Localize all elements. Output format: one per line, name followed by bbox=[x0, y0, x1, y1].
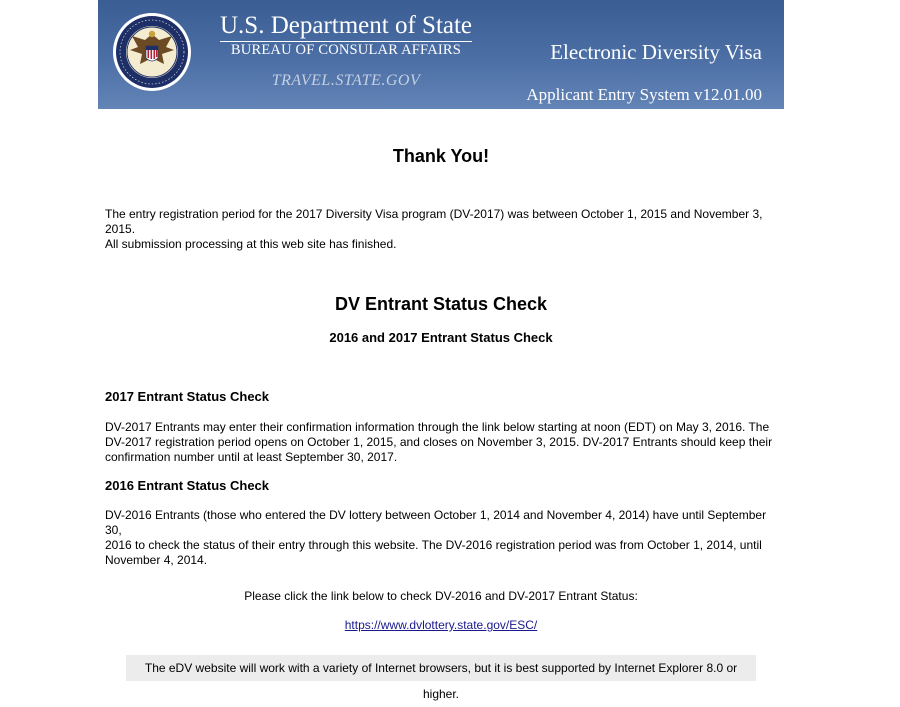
thank-you-heading: Thank You! bbox=[392, 146, 490, 166]
section-line: November 4, 2014. bbox=[105, 553, 208, 567]
travel-state-gov-label: TRAVEL.STATE.GOV bbox=[271, 72, 421, 89]
system-version: Applicant Entry System v12.01.00 bbox=[526, 85, 762, 104]
department-of-state-seal-icon bbox=[112, 12, 192, 92]
click-prompt: Please click the link below to check DV-2016 and DV-2017 Entrant Status: bbox=[244, 589, 638, 603]
section-body-2017 bbox=[105, 420, 777, 465]
browser-support-note: The eDV website will work with a variety of Internet browsers, but it is best supported by Internet Explorer 8.0 or higher. bbox=[126, 655, 756, 681]
section-heading-2017: 2017 Entrant Status Check bbox=[105, 389, 270, 404]
site-header bbox=[98, 0, 784, 109]
status-check-title: DV Entrant Status Check bbox=[334, 294, 548, 314]
closing-line: All submission processing at this web site has finished. bbox=[105, 237, 397, 251]
esc-link-row bbox=[105, 618, 777, 633]
section-line: 2016 to check the status of their entry through this website. The DV-2016 registration period was from October 1, 2014, until bbox=[105, 538, 762, 552]
closing-paragraph bbox=[105, 207, 777, 252]
department-title: U.S. Department of State bbox=[220, 12, 472, 42]
status-check-subtitle: 2016 and 2017 Entrant Status Check bbox=[329, 330, 553, 345]
esc-link[interactable]: https://www.dvlottery.state.gov/ESC/ bbox=[344, 618, 538, 632]
section-line: DV-2017 registration period opens on October 1, 2015, and closes on November 3, 2015. DV-2017 Entrants should keep their bbox=[105, 435, 773, 449]
section-body-2016 bbox=[105, 508, 777, 568]
app-name: Electronic Diversity Visa bbox=[550, 40, 762, 64]
section-heading-2016: 2016 Entrant Status Check bbox=[105, 478, 270, 493]
section-line: confirmation number until at least September 30, 2017. bbox=[105, 450, 398, 464]
section-line: DV-2017 Entrants may enter their confirmation information through the link below starting at noon (EDT) on May 3, 2016. The bbox=[105, 420, 770, 434]
closing-line: The entry registration period for the 2017 Diversity Visa program (DV-2017) was between October 1, 2015 and November 3, 2015. bbox=[105, 207, 763, 236]
section-line: DV-2016 Entrants (those who entered the DV lottery between October 1, 2014 and November 4, 2014) have until September 30, bbox=[105, 508, 767, 537]
bureau-title: BUREAU OF CONSULAR AFFAIRS bbox=[230, 42, 462, 58]
